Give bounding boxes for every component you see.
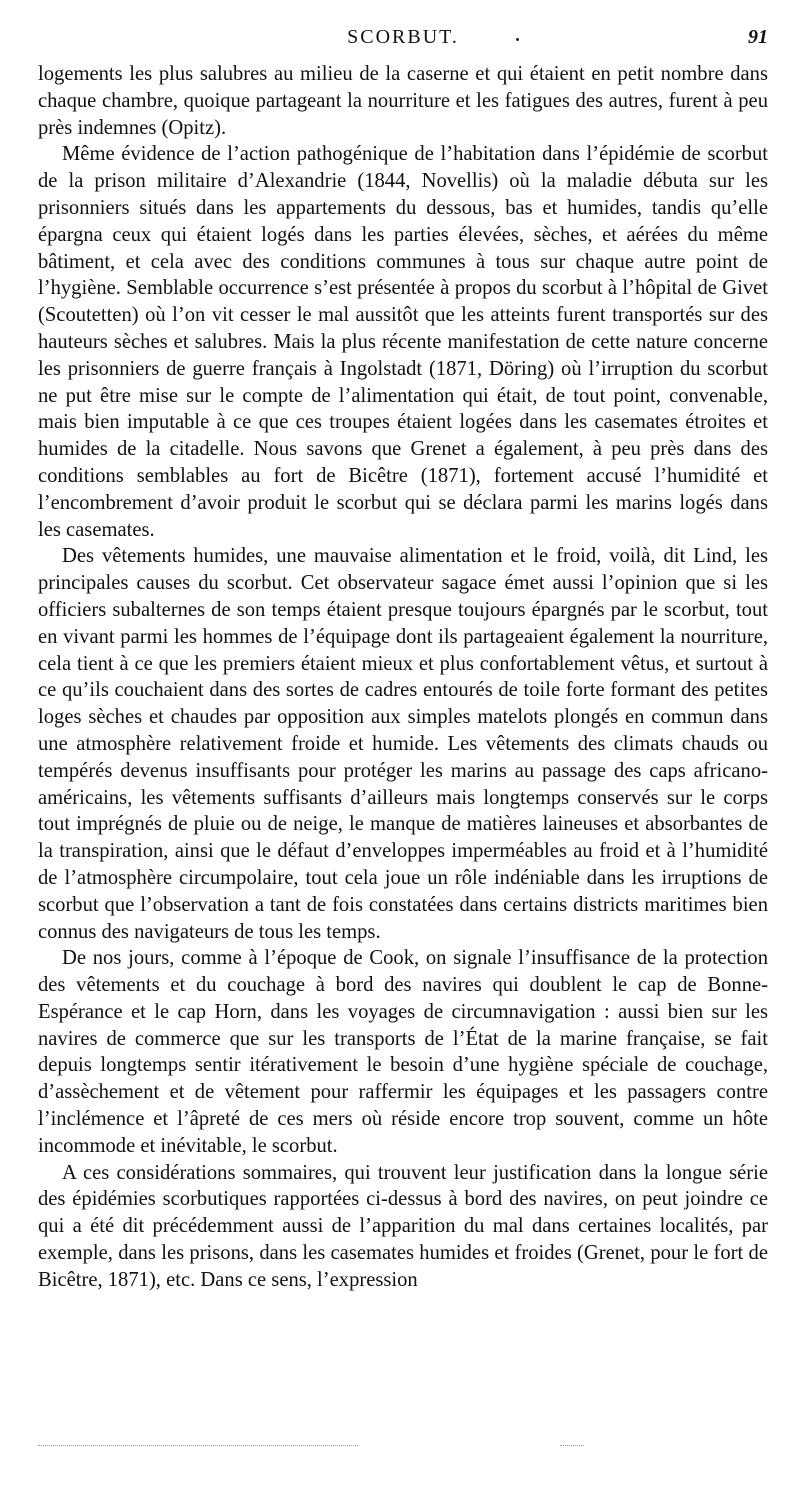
body-text	[38, 61, 768, 1294]
footer-rule	[38, 1445, 358, 1446]
page-header	[38, 26, 768, 60]
paragraph-vetements: Des vêtements humides, une mauvaise alimentation et le froid, voilà, dit Lind, les principales causes du scorbut. Cet observateur sagace émet aussi l’opinion que si les officiers subalternes de son temps étaient presque toujours épargnés par le scorbut, tout en vivant parmi les hommes de l’équipage dont ils partageaient également la nourriture, cela tient à ce que les premiers étaient mieux et plus confortablement vêtus, et surtout à ce qu’ils couchaient dans des sortes de cadres entourés de toile forte formant des petites loges sèches et chaudes par opposition aux simples matelots plongés en commun dans une atmosphère relativement froide et humide. Les vêtements des climats chauds ou tempérés devenus insuffisants pour protéger les marins au passage des caps africano-américains, les vêtements suffisants d’ailleurs mais longtemps conservés sur le corps tout imprégnés de pluie ou de neige, le manque de matières laineuses et absorbantes de la transpiration, ainsi que le défaut d’enveloppes imperméables au froid et à l’humidité de l’atmosphère circumpolaire, tout cela joue un rôle indéniable dans les irruptions de scorbut que l’observation a tant de fois constatées dans certains districts maritimes bien connus des navigateurs de tous les temps.	[38, 545, 768, 943]
page-number: 91	[748, 26, 768, 48]
paragraph-continuation: logements les plus salubres au milieu de la caserne et qui étaient en petit nombre dans chaque chambre, quoique partageant la nourriture et les fatigues des autres, furent à peu près indemnes (Opitz).	[38, 63, 768, 139]
paragraph-considerations: A ces considérations sommaires, qui trouvent leur justification dans la longue série des épidémies scorbutiques rapportées ci-dessus à bord des navires, on peut joindre ce qui a été dit précédemment aussi de l’apparition du mal dans certaines localités, par exemple, dans les prisons, dans les casemates humides et froides (Grenet, pour le fort de Bicêtre, 1871), etc. Dans ce sens, l’expression	[38, 1161, 768, 1291]
running-title: SCORBUT.	[347, 26, 459, 48]
paragraph-cook: De nos jours, comme à l’époque de Cook, on signale l’insuffisance de la protection des vêtements et du couchage à bord des navires qui doublent le cap de Bonne-Espérance et le cap Horn, dans les voyages de circumnavigation : aussi bien sur les navires de commerce que sur les transports de l’État de la marine française, se fait depuis longtemps sentir itérativement le besoin d’une hygiène spéciale de couchage, d’assèchement et de vêtement pour raffermir les équipages et les passagers contre l’inclémence et l’âpreté de ces mers où réside encore trop souvent, comme un hôte incommode et inévitable, le scorbut.	[38, 947, 768, 1157]
footer-rule-short	[560, 1445, 584, 1446]
paragraph-habitation: Même évidence de l’action pathogénique de l’habitation dans l’épidémie de scorbut de la prison militaire d’Alexandrie (1844, Novellis) où la maladie débuta sur les prisonniers situés dans les appartements du dessous, bas et humides, tandis qu’elle épargna ceux qui étaient logés dans les parties élevées, sèches, et aérées du même bâtiment, et cela avec des conditions communes à tous sur chaque autre point de l’hygiène. Semblable occurrence s’est présentée à propos du scorbut à l’hôpital de Givet (Scoutetten) où l’on vit cesser le mal aussitôt que les atteints furent transportés sur des hauteurs sèches et salubres. Mais la plus récente manifestation de cette nature concerne les prisonniers de guerre français à Ingolstadt (1871, Döring) où l’irruption du scorbut ne put être mise sur le compte de l’alimentation qui était, de tout point, convenable, mais bien imputable à ce que ces troupes étaient logées dans les casemates étroites et humides de la citadelle. Nous savons que Grenet a également, à peu près dans des conditions semblables au fort de Bicêtre (1871), fortement accusé l’humidité et l’encombrement d’avoir produit le scorbut qui se déclara parmi les marins logés dans les casemates.	[38, 143, 768, 541]
